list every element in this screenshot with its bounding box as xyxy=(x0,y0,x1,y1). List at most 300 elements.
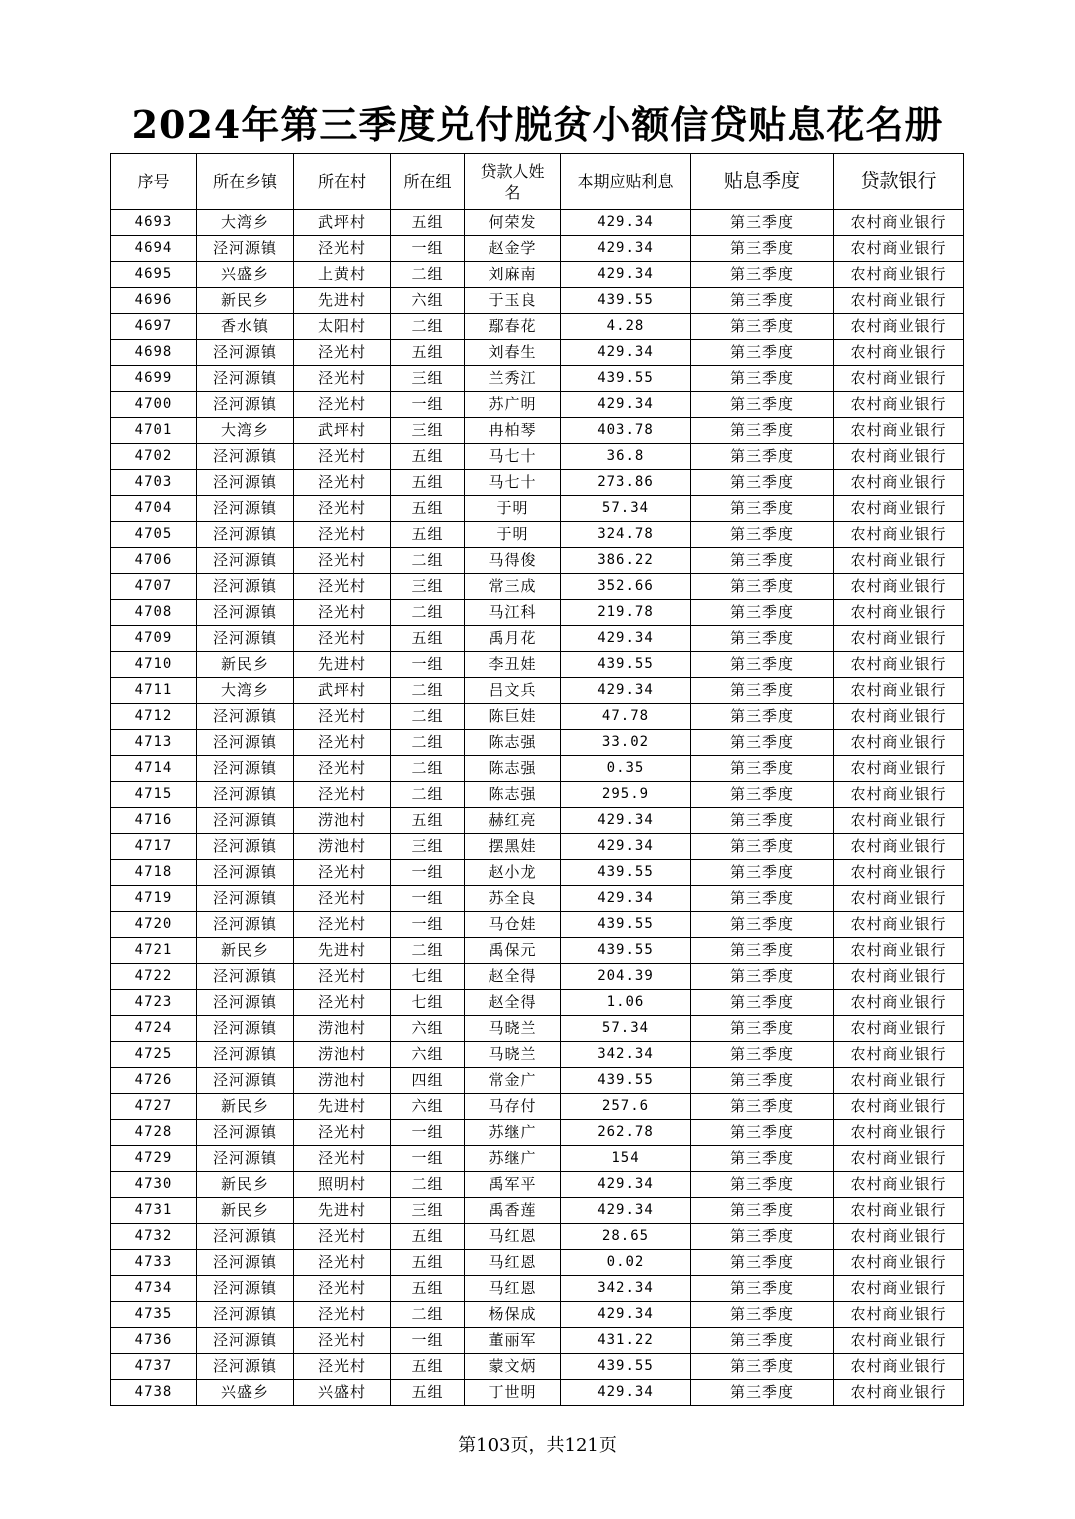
cell-serial-no: 4704 xyxy=(111,496,197,522)
cell-village: 泾光村 xyxy=(294,1224,391,1250)
cell-village: 上黄村 xyxy=(294,262,391,288)
cell-interest-amount: 33.02 xyxy=(561,730,691,756)
table-row xyxy=(111,340,964,366)
table-row xyxy=(111,1302,964,1328)
cell-quarter: 第三季度 xyxy=(691,808,834,834)
cell-group: 三组 xyxy=(391,366,465,392)
cell-interest-amount: 403.78 xyxy=(561,418,691,444)
cell-serial-no: 4736 xyxy=(111,1328,197,1354)
cell-village: 泾光村 xyxy=(294,860,391,886)
cell-borrower-name: 苏继广 xyxy=(465,1120,561,1146)
cell-township: 泾河源镇 xyxy=(197,236,294,262)
cell-quarter: 第三季度 xyxy=(691,444,834,470)
cell-borrower-name: 蒙文炳 xyxy=(465,1354,561,1380)
cell-group: 五组 xyxy=(391,210,465,236)
cell-bank: 农村商业银行 xyxy=(834,808,964,834)
cell-borrower-name: 马红恩 xyxy=(465,1250,561,1276)
cell-township: 泾河源镇 xyxy=(197,444,294,470)
cell-interest-amount: 219.78 xyxy=(561,600,691,626)
cell-bank: 农村商业银行 xyxy=(834,340,964,366)
cell-bank: 农村商业银行 xyxy=(834,730,964,756)
cell-quarter: 第三季度 xyxy=(691,548,834,574)
cell-bank: 农村商业银行 xyxy=(834,1120,964,1146)
cell-group: 三组 xyxy=(391,834,465,860)
cell-village: 涝池村 xyxy=(294,834,391,860)
cell-village: 泾光村 xyxy=(294,1302,391,1328)
table-row xyxy=(111,1068,964,1094)
cell-village: 泾光村 xyxy=(294,704,391,730)
cell-quarter: 第三季度 xyxy=(691,704,834,730)
cell-township: 大湾乡 xyxy=(197,678,294,704)
cell-borrower-name: 李丑娃 xyxy=(465,652,561,678)
cell-serial-no: 4705 xyxy=(111,522,197,548)
cell-township: 泾河源镇 xyxy=(197,1354,294,1380)
cell-borrower-name: 于明 xyxy=(465,496,561,522)
cell-interest-amount: 429.34 xyxy=(561,392,691,418)
cell-township: 泾河源镇 xyxy=(197,1302,294,1328)
cell-serial-no: 4702 xyxy=(111,444,197,470)
cell-borrower-name: 禹军平 xyxy=(465,1172,561,1198)
cell-bank: 农村商业银行 xyxy=(834,1016,964,1042)
cell-interest-amount: 439.55 xyxy=(561,938,691,964)
cell-quarter: 第三季度 xyxy=(691,236,834,262)
header-serial-no: 序号 xyxy=(111,154,197,210)
cell-interest-amount: 439.55 xyxy=(561,912,691,938)
cell-village: 先进村 xyxy=(294,1198,391,1224)
table-row xyxy=(111,1042,964,1068)
cell-borrower-name: 董丽军 xyxy=(465,1328,561,1354)
cell-township: 泾河源镇 xyxy=(197,392,294,418)
header-interest-amount: 本期应贴利息 xyxy=(561,154,691,210)
cell-township: 泾河源镇 xyxy=(197,626,294,652)
cell-group: 二组 xyxy=(391,678,465,704)
table-body xyxy=(111,210,964,1406)
cell-village: 武坪村 xyxy=(294,678,391,704)
cell-bank: 农村商业银行 xyxy=(834,288,964,314)
cell-village: 泾光村 xyxy=(294,886,391,912)
cell-borrower-name: 陈巨娃 xyxy=(465,704,561,730)
cell-serial-no: 4698 xyxy=(111,340,197,366)
cell-village: 泾光村 xyxy=(294,990,391,1016)
cell-interest-amount: 386.22 xyxy=(561,548,691,574)
cell-borrower-name: 马得俊 xyxy=(465,548,561,574)
cell-township: 兴盛乡 xyxy=(197,262,294,288)
cell-quarter: 第三季度 xyxy=(691,392,834,418)
cell-quarter: 第三季度 xyxy=(691,1120,834,1146)
table-row xyxy=(111,626,964,652)
cell-serial-no: 4719 xyxy=(111,886,197,912)
cell-village: 泾光村 xyxy=(294,548,391,574)
cell-group: 一组 xyxy=(391,886,465,912)
cell-serial-no: 4738 xyxy=(111,1380,197,1406)
table-row xyxy=(111,210,964,236)
cell-serial-no: 4701 xyxy=(111,418,197,444)
cell-interest-amount: 429.34 xyxy=(561,1380,691,1406)
cell-township: 泾河源镇 xyxy=(197,860,294,886)
cell-bank: 农村商业银行 xyxy=(834,912,964,938)
cell-bank: 农村商业银行 xyxy=(834,1094,964,1120)
cell-bank: 农村商业银行 xyxy=(834,1198,964,1224)
cell-bank: 农村商业银行 xyxy=(834,1354,964,1380)
cell-bank: 农村商业银行 xyxy=(834,1250,964,1276)
cell-quarter: 第三季度 xyxy=(691,1380,834,1406)
cell-group: 五组 xyxy=(391,340,465,366)
cell-village: 泾光村 xyxy=(294,470,391,496)
header-bank: 贷款银行 xyxy=(834,154,964,210)
cell-bank: 农村商业银行 xyxy=(834,626,964,652)
cell-serial-no: 4724 xyxy=(111,1016,197,1042)
cell-township: 泾河源镇 xyxy=(197,1224,294,1250)
cell-interest-amount: 429.34 xyxy=(561,262,691,288)
cell-interest-amount: 273.86 xyxy=(561,470,691,496)
cell-borrower-name: 马晓兰 xyxy=(465,1016,561,1042)
cell-village: 泾光村 xyxy=(294,1120,391,1146)
cell-serial-no: 4727 xyxy=(111,1094,197,1120)
cell-borrower-name: 陈志强 xyxy=(465,756,561,782)
cell-quarter: 第三季度 xyxy=(691,1016,834,1042)
cell-borrower-name: 赵小龙 xyxy=(465,860,561,886)
cell-interest-amount: 429.34 xyxy=(561,678,691,704)
table-row xyxy=(111,1328,964,1354)
subsidy-roster-table xyxy=(110,153,964,1406)
cell-interest-amount: 36.8 xyxy=(561,444,691,470)
cell-bank: 农村商业银行 xyxy=(834,444,964,470)
cell-township: 泾河源镇 xyxy=(197,340,294,366)
cell-serial-no: 4731 xyxy=(111,1198,197,1224)
cell-village: 泾光村 xyxy=(294,496,391,522)
cell-group: 六组 xyxy=(391,1094,465,1120)
table-row xyxy=(111,1354,964,1380)
table-row xyxy=(111,886,964,912)
cell-group: 五组 xyxy=(391,626,465,652)
cell-interest-amount: 439.55 xyxy=(561,288,691,314)
cell-village: 涝池村 xyxy=(294,808,391,834)
cell-serial-no: 4732 xyxy=(111,1224,197,1250)
cell-bank: 农村商业银行 xyxy=(834,704,964,730)
cell-group: 一组 xyxy=(391,1146,465,1172)
table-row xyxy=(111,496,964,522)
cell-interest-amount: 429.34 xyxy=(561,626,691,652)
cell-township: 泾河源镇 xyxy=(197,1276,294,1302)
cell-serial-no: 4710 xyxy=(111,652,197,678)
cell-quarter: 第三季度 xyxy=(691,470,834,496)
cell-serial-no: 4693 xyxy=(111,210,197,236)
cell-township: 泾河源镇 xyxy=(197,470,294,496)
table-row xyxy=(111,262,964,288)
table-row xyxy=(111,1250,964,1276)
cell-bank: 农村商业银行 xyxy=(834,990,964,1016)
cell-group: 六组 xyxy=(391,1016,465,1042)
cell-village: 涝池村 xyxy=(294,1016,391,1042)
cell-township: 新民乡 xyxy=(197,288,294,314)
cell-interest-amount: 429.34 xyxy=(561,1302,691,1328)
cell-group: 三组 xyxy=(391,418,465,444)
cell-quarter: 第三季度 xyxy=(691,1068,834,1094)
cell-interest-amount: 431.22 xyxy=(561,1328,691,1354)
cell-quarter: 第三季度 xyxy=(691,1302,834,1328)
cell-group: 五组 xyxy=(391,1224,465,1250)
cell-village: 泾光村 xyxy=(294,756,391,782)
cell-bank: 农村商业银行 xyxy=(834,236,964,262)
cell-interest-amount: 439.55 xyxy=(561,366,691,392)
table-row xyxy=(111,704,964,730)
cell-group: 二组 xyxy=(391,730,465,756)
cell-borrower-name: 陈志强 xyxy=(465,782,561,808)
cell-township: 泾河源镇 xyxy=(197,600,294,626)
cell-interest-amount: 429.34 xyxy=(561,1198,691,1224)
cell-serial-no: 4717 xyxy=(111,834,197,860)
cell-serial-no: 4696 xyxy=(111,288,197,314)
cell-village: 涝池村 xyxy=(294,1042,391,1068)
cell-serial-no: 4707 xyxy=(111,574,197,600)
cell-bank: 农村商业银行 xyxy=(834,470,964,496)
table-row xyxy=(111,730,964,756)
cell-borrower-name: 赵全得 xyxy=(465,990,561,1016)
cell-township: 泾河源镇 xyxy=(197,704,294,730)
cell-serial-no: 4729 xyxy=(111,1146,197,1172)
cell-serial-no: 4734 xyxy=(111,1276,197,1302)
cell-township: 泾河源镇 xyxy=(197,1146,294,1172)
cell-quarter: 第三季度 xyxy=(691,912,834,938)
cell-bank: 农村商业银行 xyxy=(834,210,964,236)
cell-group: 二组 xyxy=(391,756,465,782)
table-row xyxy=(111,1172,964,1198)
cell-group: 一组 xyxy=(391,392,465,418)
cell-township: 泾河源镇 xyxy=(197,496,294,522)
cell-bank: 农村商业银行 xyxy=(834,496,964,522)
cell-interest-amount: 439.55 xyxy=(561,1068,691,1094)
cell-serial-no: 4699 xyxy=(111,366,197,392)
cell-group: 二组 xyxy=(391,548,465,574)
cell-village: 泾光村 xyxy=(294,1354,391,1380)
cell-borrower-name: 苏全良 xyxy=(465,886,561,912)
cell-group: 六组 xyxy=(391,288,465,314)
cell-group: 五组 xyxy=(391,1354,465,1380)
cell-bank: 农村商业银行 xyxy=(834,1380,964,1406)
cell-quarter: 第三季度 xyxy=(691,886,834,912)
table-row xyxy=(111,834,964,860)
cell-quarter: 第三季度 xyxy=(691,1042,834,1068)
cell-borrower-name: 赵金学 xyxy=(465,236,561,262)
table-row xyxy=(111,1198,964,1224)
cell-group: 二组 xyxy=(391,314,465,340)
cell-interest-amount: 0.35 xyxy=(561,756,691,782)
cell-group: 五组 xyxy=(391,522,465,548)
cell-quarter: 第三季度 xyxy=(691,496,834,522)
cell-quarter: 第三季度 xyxy=(691,626,834,652)
cell-township: 泾河源镇 xyxy=(197,964,294,990)
cell-serial-no: 4700 xyxy=(111,392,197,418)
cell-village: 照明村 xyxy=(294,1172,391,1198)
cell-bank: 农村商业银行 xyxy=(834,938,964,964)
cell-borrower-name: 禹月花 xyxy=(465,626,561,652)
cell-group: 一组 xyxy=(391,236,465,262)
cell-borrower-name: 苏继广 xyxy=(465,1146,561,1172)
cell-township: 泾河源镇 xyxy=(197,834,294,860)
cell-township: 泾河源镇 xyxy=(197,1250,294,1276)
cell-quarter: 第三季度 xyxy=(691,860,834,886)
cell-quarter: 第三季度 xyxy=(691,782,834,808)
cell-township: 泾河源镇 xyxy=(197,574,294,600)
cell-quarter: 第三季度 xyxy=(691,418,834,444)
header-township: 所在乡镇 xyxy=(197,154,294,210)
cell-serial-no: 4725 xyxy=(111,1042,197,1068)
cell-village: 兴盛村 xyxy=(294,1380,391,1406)
cell-group: 七组 xyxy=(391,990,465,1016)
cell-bank: 农村商业银行 xyxy=(834,1042,964,1068)
cell-township: 泾河源镇 xyxy=(197,548,294,574)
cell-interest-amount: 295.9 xyxy=(561,782,691,808)
cell-village: 涝池村 xyxy=(294,1068,391,1094)
cell-bank: 农村商业银行 xyxy=(834,1328,964,1354)
cell-township: 泾河源镇 xyxy=(197,1016,294,1042)
cell-group: 二组 xyxy=(391,1172,465,1198)
cell-interest-amount: 342.34 xyxy=(561,1042,691,1068)
cell-village: 泾光村 xyxy=(294,444,391,470)
cell-interest-amount: 0.02 xyxy=(561,1250,691,1276)
cell-serial-no: 4697 xyxy=(111,314,197,340)
cell-group: 三组 xyxy=(391,1198,465,1224)
cell-village: 先进村 xyxy=(294,288,391,314)
table-row xyxy=(111,1016,964,1042)
cell-quarter: 第三季度 xyxy=(691,1224,834,1250)
cell-borrower-name: 冉柏琴 xyxy=(465,418,561,444)
cell-interest-amount: 352.66 xyxy=(561,574,691,600)
cell-serial-no: 4730 xyxy=(111,1172,197,1198)
cell-township: 泾河源镇 xyxy=(197,1068,294,1094)
cell-serial-no: 4720 xyxy=(111,912,197,938)
table-row xyxy=(111,808,964,834)
cell-borrower-name: 马江科 xyxy=(465,600,561,626)
cell-township: 泾河源镇 xyxy=(197,1328,294,1354)
cell-bank: 农村商业银行 xyxy=(834,1276,964,1302)
table-row xyxy=(111,1094,964,1120)
cell-quarter: 第三季度 xyxy=(691,990,834,1016)
cell-borrower-name: 常三成 xyxy=(465,574,561,600)
cell-village: 泾光村 xyxy=(294,782,391,808)
cell-group: 五组 xyxy=(391,1250,465,1276)
cell-quarter: 第三季度 xyxy=(691,678,834,704)
cell-village: 泾光村 xyxy=(294,1146,391,1172)
cell-interest-amount: 439.55 xyxy=(561,860,691,886)
cell-township: 泾河源镇 xyxy=(197,1120,294,1146)
cell-township: 泾河源镇 xyxy=(197,756,294,782)
cell-village: 泾光村 xyxy=(294,340,391,366)
cell-group: 五组 xyxy=(391,1380,465,1406)
cell-bank: 农村商业银行 xyxy=(834,314,964,340)
cell-township: 兴盛乡 xyxy=(197,1380,294,1406)
cell-borrower-name: 于玉良 xyxy=(465,288,561,314)
cell-serial-no: 4716 xyxy=(111,808,197,834)
cell-interest-amount: 429.34 xyxy=(561,808,691,834)
cell-borrower-name: 陈志强 xyxy=(465,730,561,756)
cell-group: 二组 xyxy=(391,262,465,288)
cell-borrower-name: 马七十 xyxy=(465,444,561,470)
cell-bank: 农村商业银行 xyxy=(834,782,964,808)
cell-village: 先进村 xyxy=(294,1094,391,1120)
cell-bank: 农村商业银行 xyxy=(834,600,964,626)
cell-bank: 农村商业银行 xyxy=(834,522,964,548)
cell-village: 泾光村 xyxy=(294,1328,391,1354)
cell-borrower-name: 马仓娃 xyxy=(465,912,561,938)
cell-village: 太阳村 xyxy=(294,314,391,340)
cell-bank: 农村商业银行 xyxy=(834,1172,964,1198)
cell-quarter: 第三季度 xyxy=(691,262,834,288)
cell-serial-no: 4737 xyxy=(111,1354,197,1380)
cell-interest-amount: 439.55 xyxy=(561,652,691,678)
cell-borrower-name: 鄢春花 xyxy=(465,314,561,340)
cell-village: 泾光村 xyxy=(294,522,391,548)
cell-bank: 农村商业银行 xyxy=(834,678,964,704)
cell-quarter: 第三季度 xyxy=(691,1276,834,1302)
cell-township: 泾河源镇 xyxy=(197,808,294,834)
table-row xyxy=(111,990,964,1016)
cell-township: 泾河源镇 xyxy=(197,912,294,938)
cell-bank: 农村商业银行 xyxy=(834,860,964,886)
table-row xyxy=(111,366,964,392)
cell-interest-amount: 429.34 xyxy=(561,834,691,860)
cell-group: 一组 xyxy=(391,1120,465,1146)
table-row xyxy=(111,1146,964,1172)
table-row xyxy=(111,470,964,496)
cell-township: 泾河源镇 xyxy=(197,366,294,392)
cell-village: 泾光村 xyxy=(294,236,391,262)
cell-serial-no: 4726 xyxy=(111,1068,197,1094)
page-footer: 第103页，共121页 xyxy=(458,1435,617,1456)
cell-borrower-name: 于明 xyxy=(465,522,561,548)
cell-village: 泾光村 xyxy=(294,1250,391,1276)
cell-bank: 农村商业银行 xyxy=(834,366,964,392)
cell-bank: 农村商业银行 xyxy=(834,834,964,860)
cell-village: 泾光村 xyxy=(294,964,391,990)
cell-interest-amount: 154 xyxy=(561,1146,691,1172)
cell-interest-amount: 28.65 xyxy=(561,1224,691,1250)
cell-interest-amount: 262.78 xyxy=(561,1120,691,1146)
cell-bank: 农村商业银行 xyxy=(834,574,964,600)
table-row xyxy=(111,522,964,548)
cell-group: 二组 xyxy=(391,704,465,730)
cell-group: 二组 xyxy=(391,782,465,808)
table-row xyxy=(111,600,964,626)
cell-quarter: 第三季度 xyxy=(691,1328,834,1354)
cell-quarter: 第三季度 xyxy=(691,964,834,990)
table-row xyxy=(111,912,964,938)
cell-group: 五组 xyxy=(391,496,465,522)
cell-bank: 农村商业银行 xyxy=(834,652,964,678)
cell-village: 泾光村 xyxy=(294,912,391,938)
cell-interest-amount: 324.78 xyxy=(561,522,691,548)
cell-township: 香水镇 xyxy=(197,314,294,340)
cell-borrower-name: 兰秀江 xyxy=(465,366,561,392)
cell-group: 五组 xyxy=(391,1276,465,1302)
table-row xyxy=(111,548,964,574)
cell-borrower-name: 刘麻南 xyxy=(465,262,561,288)
cell-group: 二组 xyxy=(391,938,465,964)
cell-interest-amount: 439.55 xyxy=(561,1354,691,1380)
cell-township: 新民乡 xyxy=(197,1198,294,1224)
cell-borrower-name: 苏广明 xyxy=(465,392,561,418)
cell-village: 先进村 xyxy=(294,652,391,678)
cell-borrower-name: 马红恩 xyxy=(465,1276,561,1302)
cell-quarter: 第三季度 xyxy=(691,652,834,678)
cell-interest-amount: 204.39 xyxy=(561,964,691,990)
table-row xyxy=(111,652,964,678)
cell-township: 泾河源镇 xyxy=(197,522,294,548)
cell-borrower-name: 何荣发 xyxy=(465,210,561,236)
cell-village: 武坪村 xyxy=(294,210,391,236)
cell-village: 泾光村 xyxy=(294,730,391,756)
cell-borrower-name: 禹香莲 xyxy=(465,1198,561,1224)
